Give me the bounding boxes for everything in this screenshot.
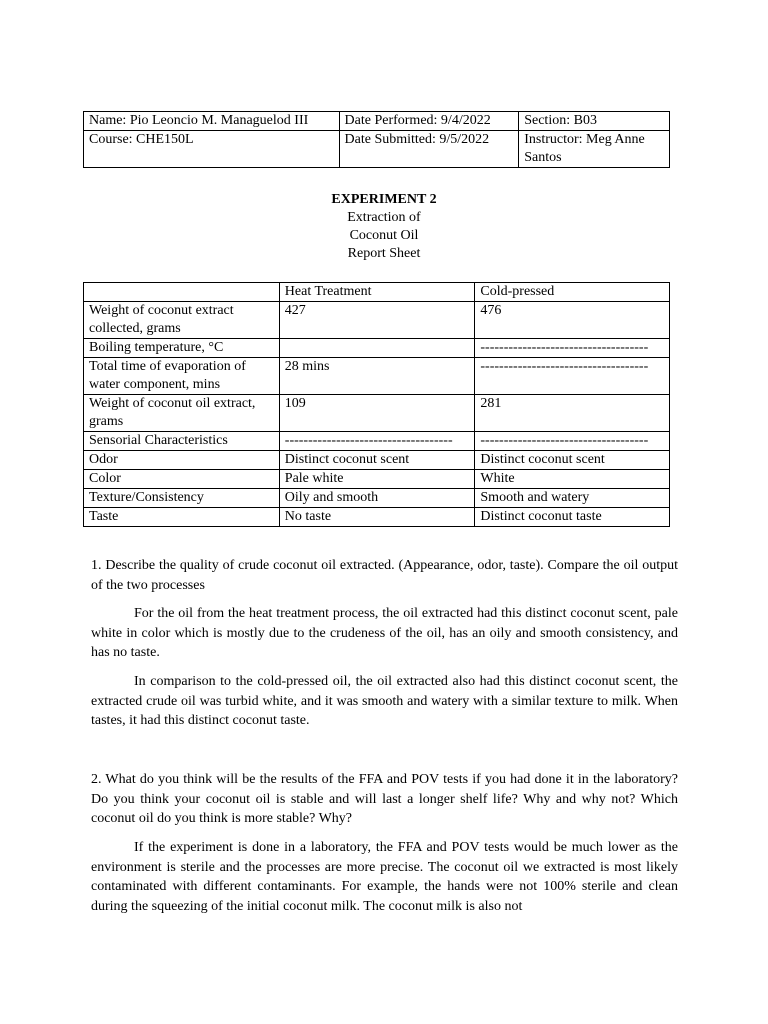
table-cell: ------------------------------------ xyxy=(475,358,670,395)
table-header-row xyxy=(84,283,670,302)
table-cell: Texture/Consistency xyxy=(84,489,280,508)
date-performed: Date Performed: 9/4/2022 xyxy=(339,112,519,131)
question-1-answer-1: For the oil from the heat treatment process, the oil extracted had this distinct coconut scent, pale white in color which is mostly due to the crudeness of the oil, has an oily and smooth consistency, and has no taste. xyxy=(91,606,678,660)
course: Course: CHE150L xyxy=(84,131,340,168)
table-header-cell xyxy=(84,283,280,302)
student-info-table xyxy=(83,111,670,168)
table-cell: 28 mins xyxy=(279,358,475,395)
table-cell xyxy=(279,339,475,358)
question-1: 1. Describe the quality of crude coconut oil extracted. (Appearance, odor, taste). Compare the oil output of the two processes xyxy=(91,558,678,593)
table-cell: ------------------------------------ xyxy=(475,432,670,451)
title-line-1: Extraction of xyxy=(347,210,421,225)
experiment-title: EXPERIMENT 2 xyxy=(331,192,437,207)
table-cell: 281 xyxy=(475,395,670,432)
table-cell: ------------------------------------ xyxy=(279,432,475,451)
table-row xyxy=(84,432,670,451)
question-2: 2. What do you think will be the results of the FFA and POV tests if you had done it in the laboratory? Do you think your coconut oil is stable and will last a longer shelf life? Why and why not? Which coconut oil do you think is more stable? Why? xyxy=(91,772,678,826)
table-cell: Total time of evaporation of water component, mins xyxy=(84,358,280,395)
table-cell: Taste xyxy=(84,508,280,527)
table-cell: Weight of coconut oil extract, grams xyxy=(84,395,280,432)
question-1-answer-2: In comparison to the cold-pressed oil, the oil extracted also had this distinct coconut scent, the extracted crude oil was turbid white, and it was smooth and watery with a similar texture to milk. When tastes, it had this distinct coconut taste. xyxy=(91,674,678,728)
table-header-cell: Cold-pressed xyxy=(475,283,670,302)
table-row xyxy=(84,395,670,432)
table-cell: 476 xyxy=(475,302,670,339)
table-cell: 427 xyxy=(279,302,475,339)
table-cell: Distinct coconut scent xyxy=(475,451,670,470)
table-cell: No taste xyxy=(279,508,475,527)
table-row xyxy=(84,451,670,470)
table-row xyxy=(84,358,670,395)
table-cell: Distinct coconut taste xyxy=(475,508,670,527)
report-table xyxy=(83,282,670,527)
title-line-3: Report Sheet xyxy=(347,246,421,261)
section: Section: B03 xyxy=(519,112,670,131)
table-cell: White xyxy=(475,470,670,489)
student-name: Name: Pio Leoncio M. Managuelod III xyxy=(84,112,340,131)
table-cell: Weight of coconut extract collected, grams xyxy=(84,302,280,339)
table-row xyxy=(84,508,670,527)
table-cell: Pale white xyxy=(279,470,475,489)
table-cell: Boiling temperature, °C xyxy=(84,339,280,358)
instructor: Instructor: Meg Anne Santos xyxy=(519,131,670,168)
table-cell: Color xyxy=(84,470,280,489)
title-block xyxy=(0,191,768,263)
title-line-2: Coconut Oil xyxy=(349,228,419,243)
question-2-answer-1: If the experiment is done in a laboratory, the FFA and POV tests would be much lower as the environment is sterile and the processes are more precise. The coconut oil we extracted is most likely contaminated with different contaminants. For example, the hands were not 100% sterile and clean during the squeezing of the initial coconut milk. The coconut milk is also not xyxy=(91,840,678,914)
table-cell: Oily and smooth xyxy=(279,489,475,508)
table-header-cell: Heat Treatment xyxy=(279,283,475,302)
date-submitted: Date Submitted: 9/5/2022 xyxy=(339,131,519,168)
table-cell: Distinct coconut scent xyxy=(279,451,475,470)
table-cell: 109 xyxy=(279,395,475,432)
table-row xyxy=(84,470,670,489)
table-row xyxy=(84,302,670,339)
table-cell: Sensorial Characteristics xyxy=(84,432,280,451)
table-row xyxy=(84,339,670,358)
table-cell: ------------------------------------ xyxy=(475,339,670,358)
table-row xyxy=(84,489,670,508)
table-cell: Odor xyxy=(84,451,280,470)
table-cell: Smooth and watery xyxy=(475,489,670,508)
